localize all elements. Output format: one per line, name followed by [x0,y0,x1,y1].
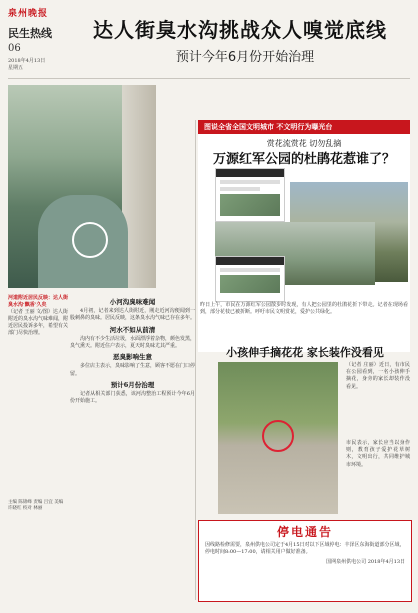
feature-title: 万源红军公园的杜鹃花惹谁了？ [212,152,395,167]
article-subhead: 小河沟臭味难闻 [109,298,156,306]
dateline [8,58,56,72]
feature-kicker: 赏花流赏花 切勿乱摘 [266,139,342,148]
notice-body: 因线路检修需要，泉州供电公司定于4月15日对以下区域停电：丰泽区东海街道部分区域，停电时间8:00—17:00，请相关用户做好准备。 [205,542,405,555]
article-paragraph: 4月初，记者来到达人街附近，刚走近河沟便闻到一股刺鼻的臭味。居民反映，这条臭水沟气味已存在多年。 [70,308,196,322]
article-paragraph: 多位店主表示，臭味影响了生意，顾客不愿在门口停留。 [70,363,196,377]
feature-body: 昨日上午，市民在万源红军公园散步时发现，有人把公园里的杜鹃花折下带走。记者在现场看到，部分花枝已被折断。呼吁市民文明赏花，爱护公共绿化。 [200,302,408,316]
caption-body: （记者 王丽 文/图）达人街附近的臭水沟气味难闻，附近居民投诉多年，希望有关部门尽快治理。 [8,309,69,336]
newspaper-logo: 泉州晚报 [8,9,49,19]
highlight-circle-icon [262,420,294,452]
power-outage-notice [198,520,412,602]
article-subhead: 预计6月份治理 [110,380,155,389]
second-feature-side-text: （记者 庄丽）近日，有市民在公园看到，一名小孩伸手摘花，身旁的家长却装作没看见。 [346,362,410,390]
second-feature-title: 小孩伸手摘花花 家长装作没看见 [226,346,384,359]
article-paragraph: 沟内有不少生活垃圾，水面漂浮着杂物，颜色发黑，臭气熏天。附近住户表示，夏天时臭味尤其严重。 [70,335,196,350]
phone-screenshot [215,256,285,302]
section-title: 民生热线 [8,27,52,40]
page-headline: 达人街臭水沟挑战众人嗅觉底线 [93,18,387,42]
notice-title: 停电通告 [276,525,333,539]
article-paragraph: 记者从相关部门获悉，该河沟整治工程预计今年6月份开始施工。 [70,391,195,405]
article-subhead: 河水不如从前清 [109,325,156,334]
page-subheadline: 预计今年6月份开始治理 [175,50,315,65]
article-subhead: 恶臭影响生意 [113,353,152,362]
weekday: 星期五 [8,65,24,71]
page-number: 06 [8,43,21,54]
notice-footer: 国网泉州供电公司 2018年4月13日 [326,559,405,565]
child-picking-flowers-photo [218,362,338,514]
column-divider [195,120,196,600]
editor-credits: 主编 陈锦峰 责编 吕宜 美编 许晓红 校对 林丽 [8,500,64,511]
highlight-circle-icon [72,222,108,258]
header-rule [8,78,410,79]
issue-date: 2018年4月13日 [8,58,46,64]
feature-banner: 图说全省全国文明城市 不文明行为曝光台 [198,120,410,134]
phone-screenshot [215,168,285,222]
second-feature-body: 市民表示，家长应当以身作则，教育孩子爱护花草树木，文明出行，共同维护城市环境。 [346,440,410,468]
main-article [70,295,195,407]
caption-heading: 河道附近居民反映：达人街臭水沟‘飘香’久矣 [8,295,69,308]
photo-caption [8,295,68,337]
masthead [8,6,56,72]
